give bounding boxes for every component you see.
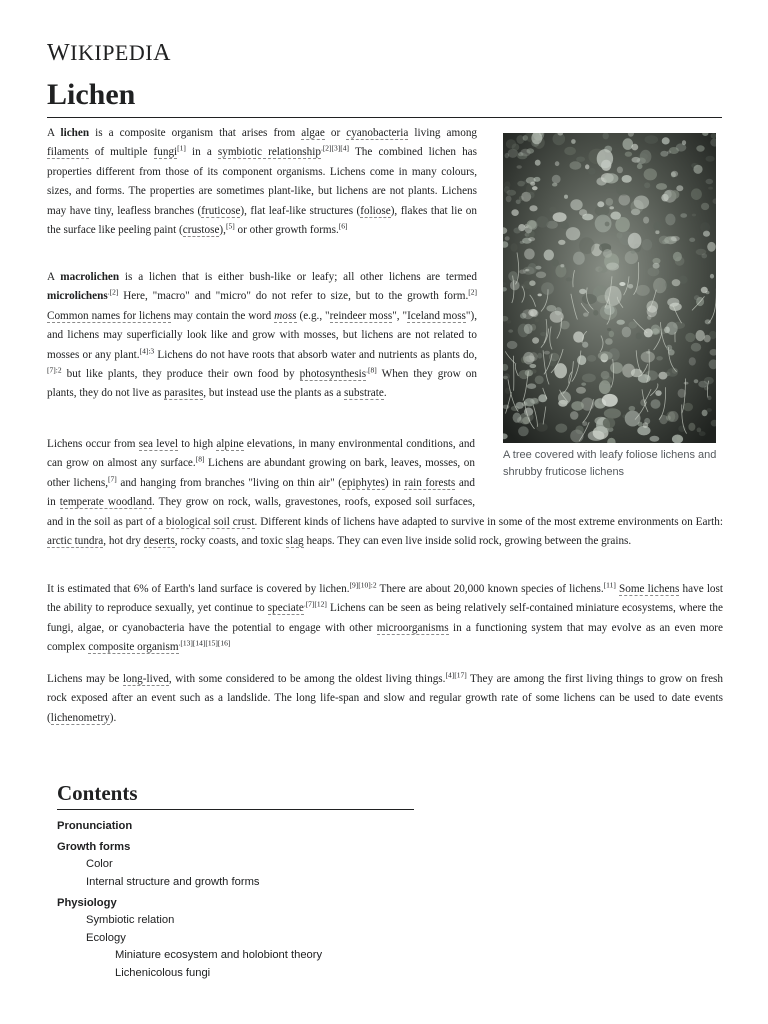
article-link[interactable]: slag [285,535,304,548]
toc-item[interactable]: Symbiotic relation [86,914,175,926]
text-run: in a [185,146,218,159]
article-link[interactable]: filaments [47,146,89,159]
text-run: or other growth forms. [234,224,339,237]
text-run: heaps. They can even live inside solid rock, growing between the grains. [303,535,632,548]
citation-ref[interactable]: .[2] [107,287,119,297]
text-run: and hanging from branches "living on thin air" ( [116,476,342,489]
text-run: When they grow on plants, they do not live as [47,368,477,400]
text-run: ), flakes that lie on the surface like peeling paint ( [47,204,477,237]
article-link[interactable]: microorganisms [376,621,449,634]
text-run: Lichens do not have roots that absorb water and nutrients as plants do, [154,348,477,361]
article-link[interactable]: reindeer moss [329,309,393,322]
text-run: Here, "macro" and "micro" do not refer to size, but to the growth form. [118,290,469,303]
toc-item[interactable]: Internal structure and growth forms [86,875,260,888]
article-link[interactable]: substrate [344,387,384,400]
article-link[interactable]: biological soil crust [166,515,255,528]
text-run: is a composite organism that arises from [89,127,302,139]
article-link[interactable]: temperate woodland [59,496,153,509]
article-link[interactable]: deserts [143,535,175,548]
article-link[interactable]: crustose [182,224,220,237]
lichen-figure [503,133,720,478]
text-run: Lichens are abundant growing on bark, leaves, mosses, on other lichens, [47,457,475,489]
toc-item[interactable]: Miniature ecosystem and holobiont theory [115,949,323,961]
article-link[interactable]: Iceland moss [407,309,466,322]
citation-ref[interactable]: [7]:2 [47,365,62,375]
toc-item[interactable]: Ecology [86,931,126,944]
toc-item[interactable]: Physiology [57,897,117,909]
article-link[interactable]: cyanobacteria [346,127,409,139]
text-run: ), [219,224,226,237]
paragraph-longevity [47,670,723,728]
article-link[interactable]: foliose [360,204,391,217]
contents-title: Contents [57,781,138,805]
citation-ref[interactable]: [7] [108,474,117,484]
text-run: elevations, in many environmental conditions, and can grow on almost any surface. [47,438,476,470]
text-run: ). [109,711,117,724]
title-divider [47,117,722,118]
text-run: Lichens occur from [47,438,139,450]
toc-item[interactable]: Color [86,858,113,870]
text-run: They are among the first living things to grow on fresh rock exposed after an event such as a landslide. The long life-span and slow and regular growth rate of some lichens can be used to date events ( [47,673,723,724]
article-link[interactable]: epiphytes [342,476,385,489]
paragraph-intro [47,124,477,240]
text-run: "), and lichens may superficially look like and grow with mosses, but lichens are not related to mosses or any plant. [47,309,477,361]
text-run: The combined lichen has properties different from those of its component organisms. Lichens come in many colours, sizes, and forms. The properties are sometimes plant-like, but lichens are not plants. Lichens may have tiny, leafless branches ( [47,146,478,217]
paragraph-macrolichen [47,268,477,404]
citation-ref[interactable]: [4]:3 [139,345,155,355]
article-link[interactable]: algae [301,127,325,139]
article-link[interactable]: long-lived [122,673,169,685]
text-run: (e.g., " [296,309,330,322]
article-link[interactable]: rain forests [404,476,456,489]
text-run: , with some considered to be among the oldest living things. [168,673,446,685]
text-run: Lichens can be seen as being relatively self-contained miniature ecosystems, where the fungi, algae, or cyanobacteria have the potential to engage with other [47,602,723,634]
citation-ref[interactable]: [5] [225,221,235,231]
text-run: ), flat leaf-like structures ( [240,204,361,217]
article-link[interactable]: lichenometry [50,711,110,724]
text-run: of multiple [88,146,154,159]
bold-term: lichen [60,127,90,139]
toc-item[interactable]: Pronunciation [57,820,133,832]
paragraph-habitat [47,435,723,551]
text-run: and in [47,476,475,509]
article-link[interactable]: fruticose [201,204,241,217]
figure-caption-spacer [475,435,723,511]
article-link[interactable]: speciate [267,602,304,615]
text-run: ", " [392,309,408,322]
text-run: Lichens may be [47,673,123,685]
bold-term: microlichens [47,290,108,303]
citation-ref[interactable]: .[7][12] [303,599,327,609]
page-title: Lichen [47,78,136,111]
article-link[interactable]: fungi [153,146,178,159]
text-run: , but instead use the plants as a [203,387,345,400]
text-run: A [47,127,61,139]
article-link[interactable]: Some lichens [619,583,680,595]
paragraph-coverage [47,580,723,658]
citation-ref[interactable]: [8] [195,454,205,464]
citation-ref[interactable]: [4][17] [445,670,467,680]
table-of-contents [57,780,417,982]
citation-ref[interactable]: [6] [338,221,348,231]
citation-ref[interactable]: .[8] [366,365,377,375]
text-run: There are about 20,000 known species of lichens. [376,583,604,595]
article-link[interactable]: parasites [164,387,204,400]
article-link[interactable]: symbiotic relationship [217,146,321,159]
article-link[interactable]: sea level [138,438,179,450]
figure-caption: A tree covered with leafy foliose lichens and shrubby fruticose lichens [503,449,717,478]
citation-ref[interactable]: [9][10]:2 [349,580,377,590]
text-run: is a lichen that is either bush-like or leafy; all other lichens are termed [119,271,477,283]
text-run: in a functioning system that may evolve as an even more complex [47,621,723,654]
contents-divider [57,809,414,810]
bold-term: macrolichen [60,271,120,283]
text-run: to high [178,438,217,450]
text-run: , rocky coasts, and toxic [174,535,286,548]
text-run: may contain the word [170,309,275,322]
text-run: It is estimated that 6% of Earth's land surface is covered by lichen. [47,583,350,595]
citation-ref[interactable]: [2] [468,287,477,297]
citation-ref[interactable]: [11] [603,580,616,590]
article-link[interactable]: composite organism [88,641,179,654]
text-run: . They grow on rock, walls, gravestones, roofs, exposed soil surfaces, and in the soil as part of a [47,496,475,528]
text-run: ) in [384,476,405,489]
text-run: or [324,127,347,139]
toc-list [57,818,417,982]
text-run: but like plants, they produce their own food by [61,368,300,381]
text-run: living among [408,127,478,139]
wikipedia-logo[interactable]: WIKIPEDIA [47,40,171,66]
citation-ref[interactable]: .[13][14][15][16] [178,638,231,648]
article-link[interactable]: alpine [216,438,244,450]
article-link[interactable]: moss [274,309,297,322]
toc-item[interactable]: Lichenicolous fungi [115,966,211,979]
article-link[interactable]: arctic tundra [47,535,104,548]
article-link[interactable]: Common names for lichens [47,309,171,322]
text-run: have lost the ability to reproduce sexually, yet continue to [47,583,723,615]
article-link[interactable]: photosynthesis [299,368,367,381]
text-run: A [47,271,61,283]
citation-ref[interactable]: [1] [177,143,186,153]
text-run: , hot dry [103,535,144,548]
citation-ref[interactable]: .[2][3][4] [320,143,350,153]
text-run: . [383,387,387,400]
lichen-tree-image[interactable] [503,133,716,443]
toc-item[interactable]: Growth forms [57,841,131,853]
text-run: . Different kinds of lichens have adapted to survive in some of the most extreme environments on Earth: [254,515,723,528]
